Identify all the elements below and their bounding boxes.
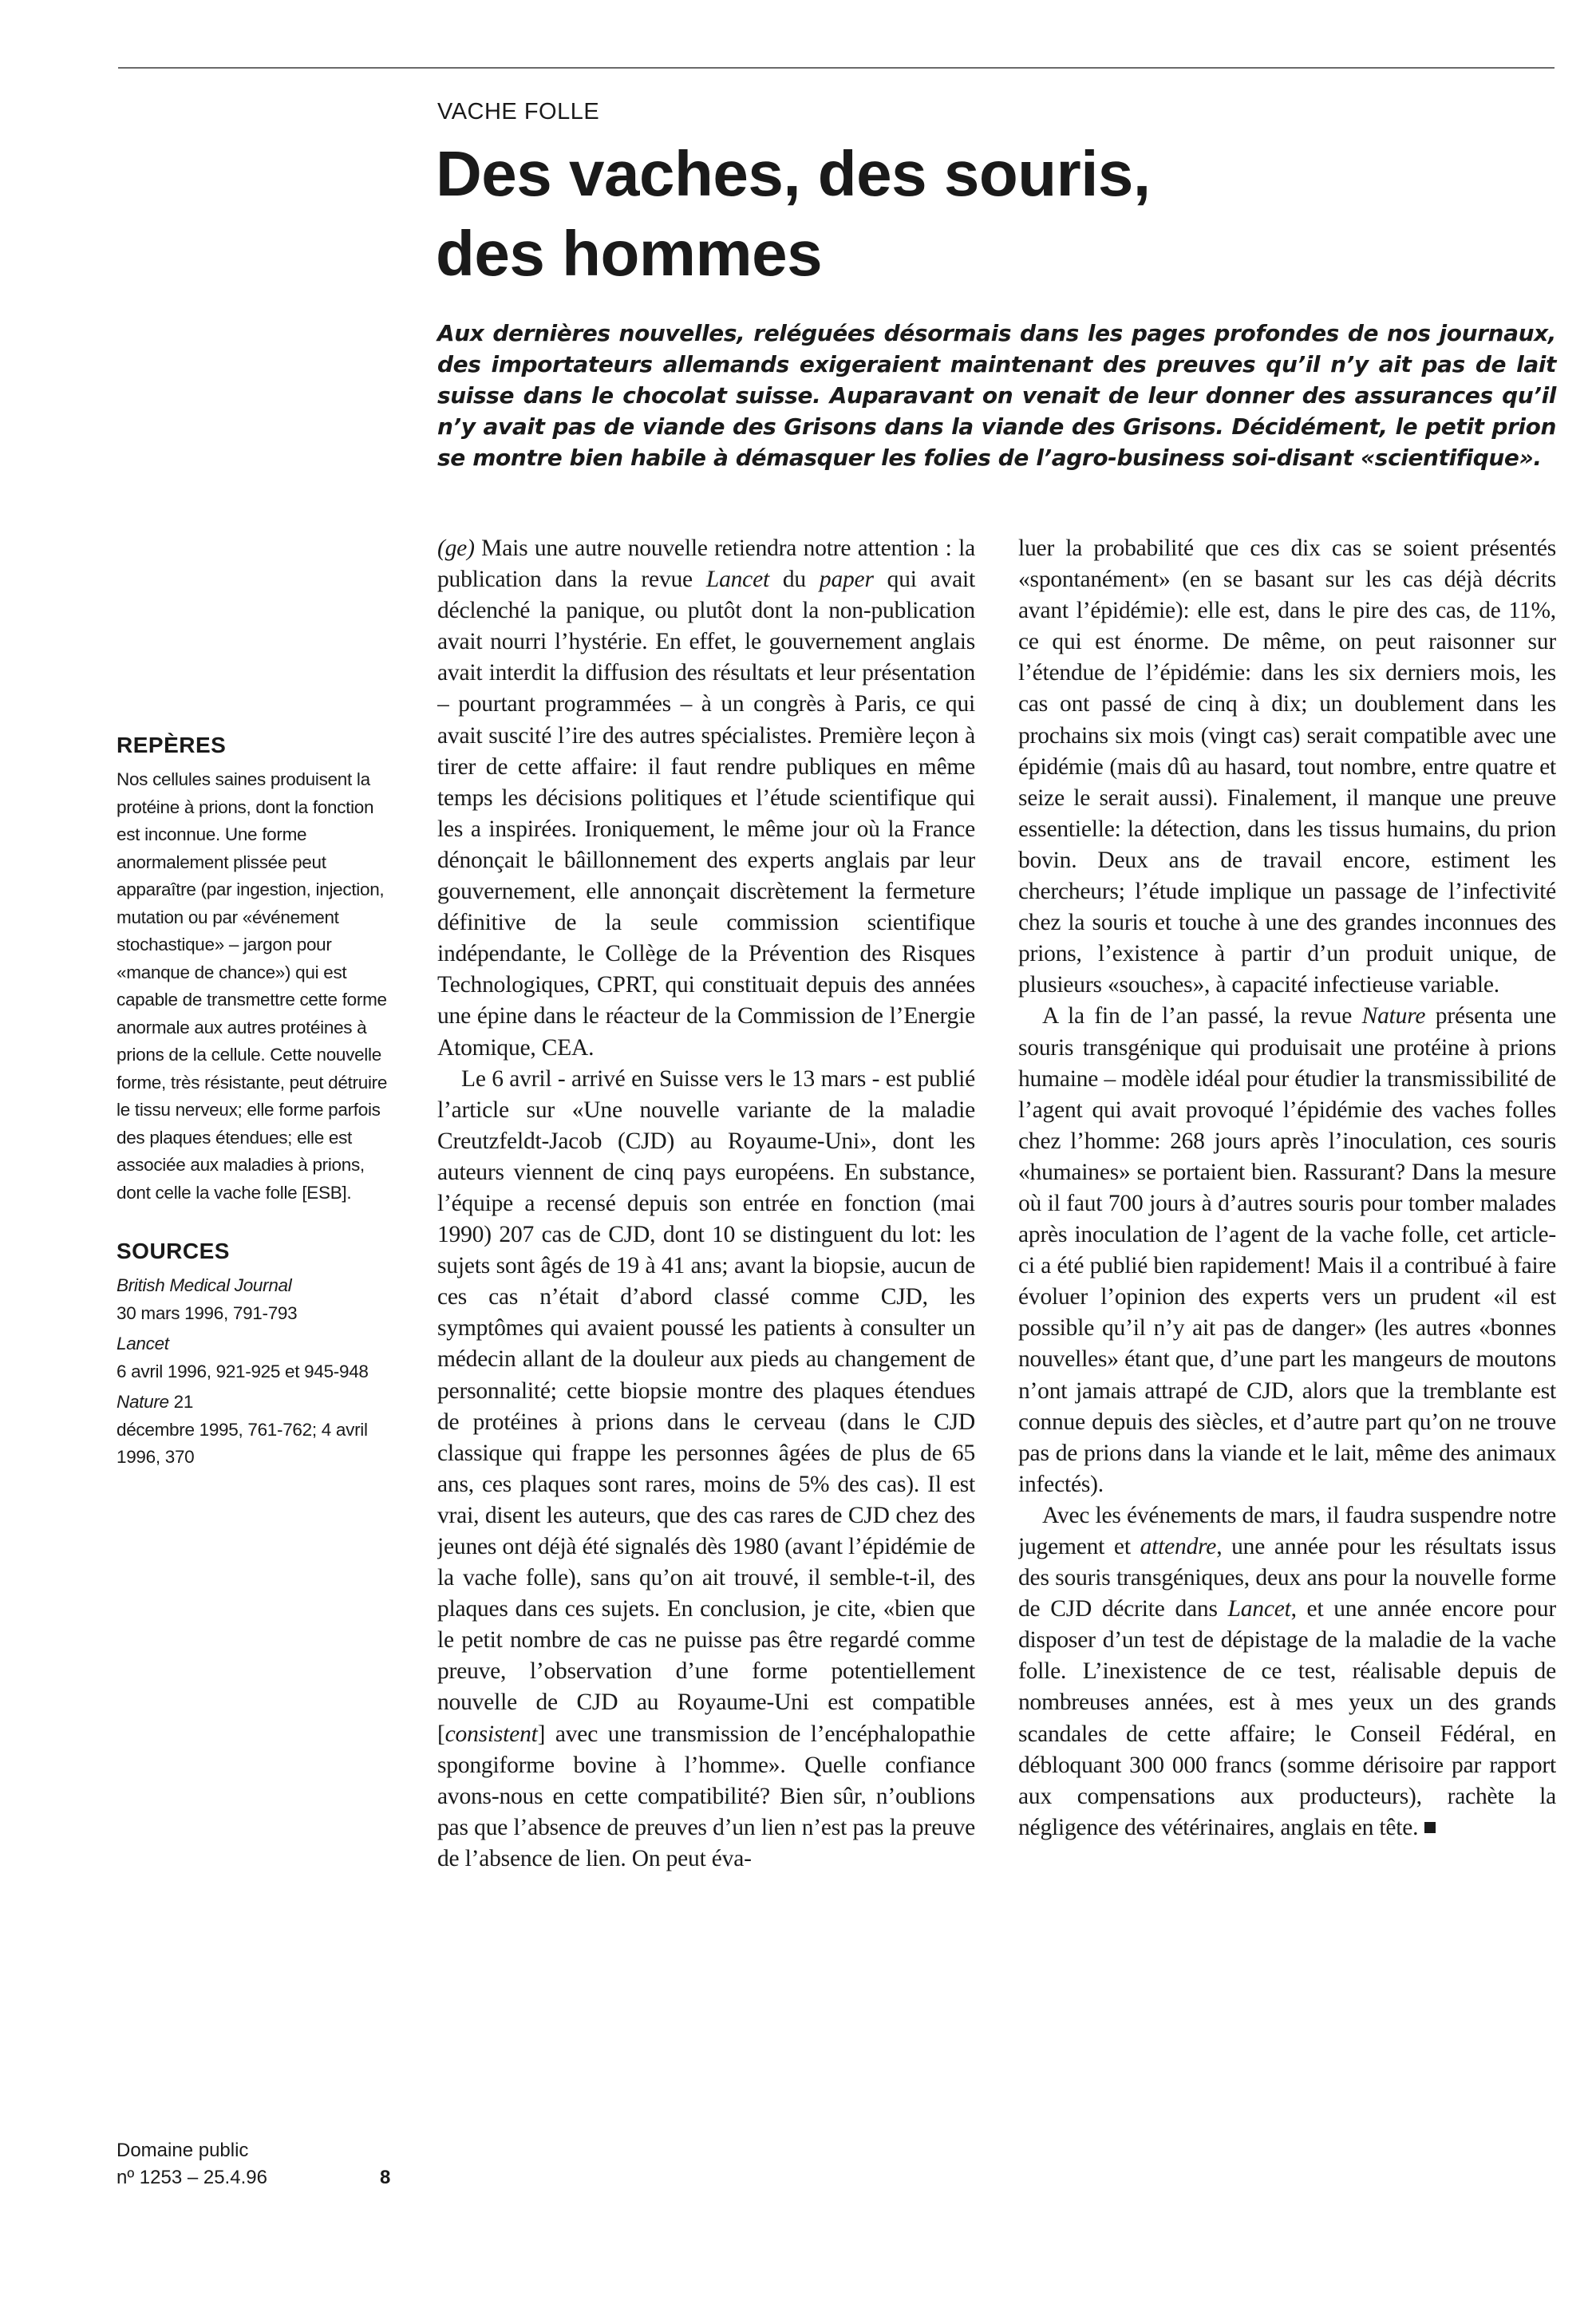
article-paragraph: luer la probabilité que ces dix cas se soient présentés «spontanément» (en se basant sur les cas déjà décrits avant l’épidémie): elle est, dans le pire des cas, de 11%, ce qui est énorme. De même, on peut raisonner sur l’étendue de l’épidémie: dans les six derniers mois, les cas ont passé de cinq à dix; un doublement dans les prochains six mois (vingt cas) serait compatible avec une épidémie (mais dû au hasard, tout nombre, entre quatre et seize le serait aussi). Finalement, il manque une preuve essentielle: la détection, dans les tissus humains, du prion bovin. Deux ans de travail encore, estiment les chercheurs; l’étude implique un passage de l’infectivité chez la souris et touche à une des grandes inconnues des prions, l’existence à partir d’un produit unique, de plusieurs «souches», à capacité infectieuse variable. <box>1018 535 1556 998</box>
text-run-italic: Lancet <box>1227 1596 1291 1622</box>
sidebar <box>117 733 396 1472</box>
article-paragraph <box>1018 1500 1556 1844</box>
article-paragraph <box>437 533 975 1064</box>
text-run: A la fin de l’an passé, la revue <box>1042 1003 1362 1029</box>
article-column-2 <box>1018 533 1556 2193</box>
source-item <box>117 1330 396 1385</box>
source-reference: 30 mars 1996, 791-793 <box>117 1302 298 1323</box>
text-run: ] avec une transmission de l’encéphalopathie spongiforme bovine à l’homme». Quelle confiance avons-nous en cette compatibilité? Bien sûr, n’oublions pas que l’absence de preuves d’un lien n’est pas la preuve de l’absence de lien. On peut éva- <box>437 1721 975 1871</box>
sources-list <box>117 1272 396 1472</box>
headline <box>436 134 1393 294</box>
source-item <box>117 1389 396 1472</box>
article-paragraph <box>1018 1001 1556 1500</box>
footer-publication: Domaine public <box>117 2140 249 2161</box>
headline-line-1: Des vaches, des souris, <box>436 138 1151 209</box>
text-run: qui avait déclenché la panique, ou plutôt dont la non-publication avait nourri l’hystérie. En effet, le gouvernement anglais avait interdit la diffusion des résultats et leur présentation – pourtant programmées – à un congrès à Paris, ce qui avait suscité l’ire des autres spécialistes. Première leçon à tirer de cette affaire: il faut rendre publiques en même temps les décisions politiques et l’étude scientifique qui les a inspirées. Ironiquement, le même jour où la France dénonçait le bâillonnement des experts anglais par leur gouvernement, elle annonçait discrètement la fermeture définitive de la seule commission scientifique indépendante, le Collège de la Prévention des Risques Technologiques, CPRT, qui constituait depuis des années une épine dans le réacteur de la Commission de l’Energie Atomique, CEA. <box>437 567 975 1061</box>
standfirst: Aux dernières nouvelles, reléguées désormais dans les pages profondes de nos journaux, des importateurs allemands exigeraient maintenant des preuves qu’il n’y ait pas de lait suisse dans le chocolat suisse. Auparavant on venait de leur donner des assurances qu’il n’y avait pas de viande des Grisons dans la viande des Grisons. Décidément, le petit prion se montre bien habile à démasquer les folies de l’agro-business soi-disant «scientifique». <box>437 320 1556 471</box>
top-rule <box>118 67 1555 69</box>
headline-line-2: des hommes <box>436 218 823 289</box>
source-reference: 6 avril 1996, 921-925 et 945-948 <box>117 1361 369 1381</box>
text-run-italic: Lancet <box>705 567 769 593</box>
author-initials: (ge) <box>437 535 475 561</box>
text-run: Mais une autre nouvelle retiendra notre attention : la publication dans la revue <box>437 535 975 593</box>
sources-title: SOURCES <box>117 1239 230 1263</box>
text-run: présenta une souris transgénique qui produisait une protéine à prions humaine – modèle idéal pour étudier la transmissibilité de l’agent qui avait provoqué l’épidémie des vaches folles chez l’homme: 268 jours après l’inoculation, ces souris «humaines» se portaient bien. Rassurant? Dans la mesure où il faut 700 jours à d’autres souris pour tomber malades après inoculation de l’agent de la vache folle, cet article-ci a été publié bien rapidement! Mais il a contribué à faire évoluer l’opinion des experts vers un prudent «il est possible qu’il n’y ait pas de danger» (les autres «bonnes nouvelles» étant que, d’une part les mangeurs de moutons n’ont jamais attrapé de CJD, alors que la tremblante est connue depuis des siècles, et d’autre part qu’on ne trouve pas de prions dans la viande et le lait, même des animaux infectés). <box>1018 1003 1556 1497</box>
end-of-article-mark <box>1424 1822 1436 1833</box>
source-publication <box>117 1389 396 1417</box>
source-publication-name: Nature <box>117 1392 169 1412</box>
reperes-title: REPÈRES <box>117 733 227 757</box>
text-run-italic: Nature <box>1361 1003 1426 1029</box>
text-run: Avec les événements de mars, il faudra suspendre notre jugement et <box>1018 1502 1556 1559</box>
section-kicker: VACHE FOLLE <box>437 99 600 124</box>
text-run-italic: paper <box>819 567 874 593</box>
article-column-1 <box>437 533 975 2193</box>
text-run-italic: consistent <box>444 1721 538 1747</box>
reperes-text: Nos cellules saines produisent la protéine à prions, dont la fonction est inconnue. Une forme anormalement plissée peut apparaître (par ingestion, injection, mutation ou par «événement stochastique» – jargon pour «manque de chance») qui est capable de transmettre cette forme anormale aux autres protéines à prions de la cellule. Cette nouvelle forme, très résistante, peut détruire le tissu nerveux; elle forme parfois des plaques étendues; elle est associée aux maladies à prions, dont celle la vache folle [ESB]. <box>117 769 388 1203</box>
text-run-italic: attendre <box>1140 1534 1217 1559</box>
source-item <box>117 1272 396 1327</box>
page-number: 8 <box>380 2167 391 2188</box>
footer-issue: nº 1253 – 25.4.96 <box>117 2167 267 2188</box>
source-publication: British Medical Journal <box>117 1275 292 1295</box>
source-publication: Lancet <box>117 1334 169 1354</box>
text-run: Le 6 avril - arrivé en Suisse vers le 13 mars - est publié l’article sur «Une nouvelle variante de la maladie Creutzfeldt-Jacob (CJD) au Royaume-Uni», dont les auteurs viennent de cinq pays européens. En substance, l’équipe a recensé depuis son entrée en fonction (mai 1990) 207 cas de CJD, dont 10 se distinguent du lot: les sujets sont âgés de 19 à 41 ans; avant la biopsie, aucun de ces cas n’était d’abord classé comme CJD, les symptômes qui avaient poussé les patients à consulter un médecin allant de la douleur aux pieds au changement de personnalité; cette biopsie montre des plaques étendues de protéines à prions dans le cerveau (dans le CJD classique qui frappe les personnes âgées de plus de 65 ans, ces plaques sont rares, moins de 5% des cas). Il est vrai, disent les auteurs, que des cas rares de CJD chez des jeunes ont déjà été signalés dès 1980 (avant l’épidémie de la vache folle), sans qu’on ait trouvé, il semble-t-il, des plaques dans ces sujets. En conclusion, je cite, «bien que le petit nombre de cas ne puisse pas être regardé comme preuve, l’observation d’une forme potentiellement nouvelle de CJD au Royaume-Uni est compatible [ <box>437 1065 975 1747</box>
text-run: , et une année encore pour disposer d’un test de dépistage de la maladie de la vache folle. L’inexistence de ce test, réalisable depuis de nombreuses années, est à mes yeux un des grands scandales de cette affaire; le Conseil Fédéral, en débloquant 300 000 francs (somme dérisoire par rapport aux compensations aux producteurs), rachète la négligence des vétérinaires, anglais en tête. <box>1018 1596 1556 1840</box>
article-paragraph <box>437 1064 975 1875</box>
source-reference: décembre 1995, 761-762; 4 avril 1996, 370 <box>117 1419 368 1467</box>
text-run: du <box>768 567 820 593</box>
text-run: , une année pour les résultats issus des souris transgéniques, deux ans pour la nouvelle forme de CJD décrite dans <box>1018 1534 1556 1622</box>
source-publication-suffix: 21 <box>168 1392 194 1412</box>
